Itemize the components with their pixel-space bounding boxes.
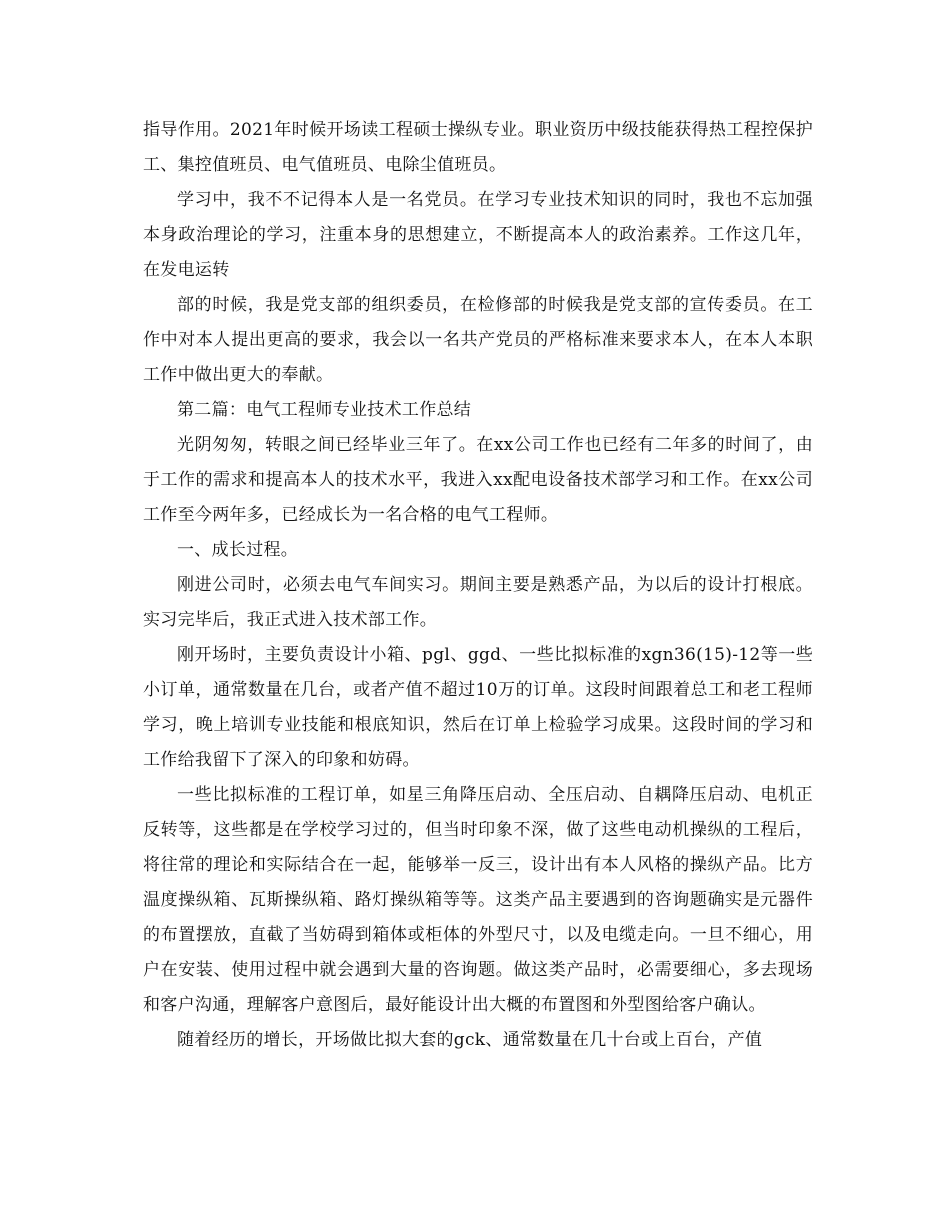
paragraph-5: 光阴匆匆，转眼之间已经毕业三年了。在xx公司工作也已经有二年多的时间了，由于工作的需求和提高本人的技术水平，我进入xx配电设备技术部学习和工作。在xx公司工作至今两年多，已经成长为一名合格的电气工程师。 bbox=[143, 435, 813, 525]
paragraph-7: 刚进公司时，必须去电气车间实习。期间主要是熟悉产品，为以后的设计打根底。实习完毕后，我正式进入技术部工作。 bbox=[143, 575, 813, 630]
paragraph-10: 随着经历的增长，开场做比拟大套的gck、通常数量在几十台或上百台，产值 bbox=[177, 1030, 763, 1050]
section-heading: 第二篇：电气工程师专业技术工作总结 bbox=[177, 400, 472, 420]
paragraph-8: 刚开场时，主要负责设计小箱、pgl、ggd、一些比拟标准的xgn36(15)-12等一些小订单，通常数量在几台，或者产值不超过10万的订单。这段时间跟着总工和老工程师学习，晚上培训专业技能和根底知识，然后在订单上检验学习成果。这段时间的学习和工作给我留下了深入的印象和妨碍。 bbox=[143, 645, 813, 770]
paragraph-3: 部的时候，我是党支部的组织委员，在检修部的时候我是党支部的宣传委员。在工作中对本人提出更高的要求，我会以一名共产党员的严格标准来要求本人，在本人本职工作中做出更大的奉献。 bbox=[143, 295, 813, 385]
subheading-growth-process: 一、成长过程。 bbox=[177, 540, 299, 560]
paragraph-9: 一些比拟标准的工程订单，如星三角降压启动、全压启动、自耦降压启动、电机正反转等，这些都是在学校学习过的，但当时印象不深，做了这些电动机操纵的工程后，将往常的理论和实际结合在一起，能够举一反三，设计出有本人风格的操纵产品。比方温度操纵箱、瓦斯操纵箱、路灯操纵箱等等。这类产品主要遇到的咨询题确实是元器件的布置摆放，直截了当妨碍到箱体或柜体的外型尺寸，以及电缆走向。一旦不细心，用户在安装、使用过程中就会遇到大量的咨询题。做这类产品时，必需要细心，多去现场和客户沟通，理解客户意图后，最好能设计出大概的布置图和外型图给客户确认。 bbox=[143, 785, 813, 1015]
paragraph-1: 指导作用。2021年时候开场读工程硕士操纵专业。职业资历中级技能获得热工程控保护工、集控值班员、电气值班员、电除尘值班员。 bbox=[143, 120, 813, 175]
paragraph-2: 学习中，我不不记得本人是一名党员。在学习专业技术知识的同时，我也不忘加强本身政治理论的学习，注重本身的思想建立，不断提高本人的政治素养。工作这几年，在发电运转 bbox=[143, 190, 813, 280]
document-body bbox=[143, 113, 813, 1058]
